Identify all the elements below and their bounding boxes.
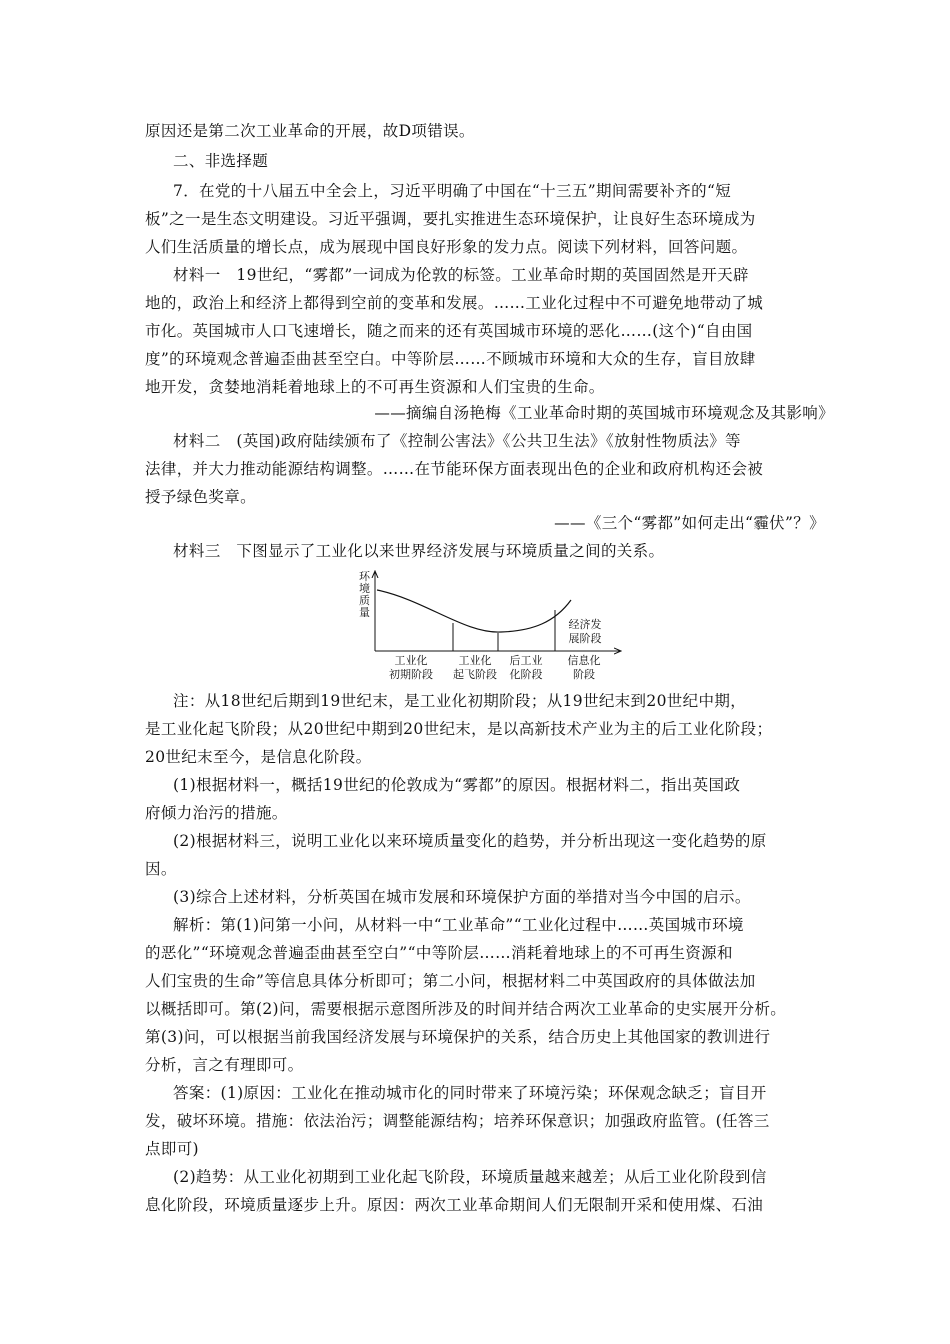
- environment-economy-diagram: [355, 568, 625, 688]
- stage-label: 初期阶段: [389, 668, 433, 681]
- text-line: 20世纪末至今，是信息化阶段。: [145, 748, 372, 766]
- answer-line: (2)趋势：从工业化初期到工业化起飞阶段，环境质量越来越差；从后工业化阶段到信: [173, 1168, 767, 1186]
- text-line: 地开发，贪婪地消耗着地球上的不可再生资源和人们宝贵的生命。: [145, 378, 605, 396]
- text-line: 的恶化”“环境观念普遍歪曲甚至空白”“中等阶层……消耗着地球上的不可再生资源和: [145, 944, 733, 962]
- analysis-line: 解析：第(1)问第一小问，从材料一中“工业革命”“工业化过程中……英国城市环境: [173, 916, 744, 934]
- y-axis-label-char: 境: [359, 582, 370, 595]
- stage-label: 化阶段: [509, 668, 543, 681]
- text-line: 第(3)问，可以根据当前我国经济发展与环境保护的关系，结合历史上其他国家的教训进行: [145, 1028, 771, 1046]
- text-line: 市化。英国城市人口飞速增长，随之而来的还有英国城市环境的恶化……(这个)“自由国: [145, 322, 753, 340]
- subquestion-line: (3)综合上述材料，分析英国在城市发展和环境保护方面的举措对当今中国的启示。: [173, 888, 751, 906]
- x-axis-label: 经济发: [568, 618, 602, 631]
- text-line: 发，破坏环境。措施：依法治污；调整能源结构；培养环保意识；加强政府监管。(任答三: [145, 1112, 770, 1130]
- y-axis-label-char: 环: [359, 570, 370, 583]
- y-axis-label-char: 质: [359, 594, 370, 607]
- source-citation: ——《三个“雾都”如何走出“霾伏”？》: [554, 514, 825, 532]
- answer-line: 答案：(1)原因：工业化在推动城市化的同时带来了环境污染；环保观念缺乏；盲目开: [173, 1084, 767, 1102]
- text-line: 授予绿色奖章。: [145, 488, 256, 506]
- text-line: 法律，并大力推动能源结构调整。……在节能环保方面表现出色的企业和政府机构还会被: [145, 460, 764, 478]
- y-axis-label-char: 量: [359, 606, 370, 619]
- text-line: 地的，政治上和经济上都得到空前的变革和发展。……工业化过程中不可避免地带动了城: [145, 294, 764, 312]
- material-line: 材料三 下图显示了工业化以来世界经济发展与环境质量之间的关系。: [173, 542, 665, 560]
- stage-label: 工业化: [458, 654, 492, 667]
- environment-quality-curve: [377, 590, 571, 632]
- section-heading: 二、非选择题: [173, 152, 269, 170]
- stage-label: 起飞阶段: [453, 668, 497, 681]
- stage-label: 信息化: [567, 654, 601, 667]
- text-line: 度”的环境观念普遍歪曲甚至空白。中等阶层……不顾城市环境和大众的生存，盲目放肆: [145, 350, 756, 368]
- subquestion-line: (1)根据材料一，概括19世纪的伦敦成为“雾都”的原因。根据材料二，指出英国政: [173, 776, 741, 794]
- x-axis-label: 展阶段: [568, 632, 602, 645]
- stage-label: 阶段: [573, 668, 595, 681]
- text-line: 点即可): [145, 1140, 199, 1158]
- stage-label: 后工业: [509, 654, 543, 667]
- text-line: 因。: [145, 860, 177, 878]
- text-line: 府倾力治污的措施。: [145, 804, 288, 822]
- text-line: 人们生活质量的增长点，成为展现中国良好形象的发力点。阅读下列材料，回答问题。: [145, 238, 748, 256]
- question-line: 7．在党的十八届五中全会上，习近平明确了中国在“十三五”期间需要补齐的“短: [173, 182, 732, 200]
- material-line: 材料一 19世纪，“雾都”一词成为伦敦的标签。工业革命时期的英国固然是开天辟: [173, 266, 749, 284]
- note-line: 注：从18世纪后期到19世纪末，是工业化初期阶段；从19世纪末到20世纪中期，: [173, 692, 747, 710]
- text-line: 息化阶段，环境质量逐步上升。原因：两次工业革命期间人们无限制开采和使用煤、石油: [145, 1196, 764, 1214]
- stage-label: 工业化: [394, 654, 428, 667]
- text-line: 人们宝贵的生命”等信息具体分析即可；第二小问，根据材料二中英国政府的具体做法加: [145, 972, 756, 990]
- text-line: 板”之一是生态文明建设。习近平强调，要扎实推进生态环境保护，让良好生态环境成为: [145, 210, 756, 228]
- source-citation: ——摘编自汤艳梅《工业革命时期的英国城市环境观念及其影响》: [374, 404, 834, 422]
- text-line: 原因还是第二次工业革命的开展，故D项错误。: [145, 122, 475, 140]
- text-line: 以概括即可。第(2)问，需要根据示意图所涉及的时间并结合两次工业革命的史实展开分析。: [145, 1000, 787, 1018]
- text-line: 分析，言之有理即可。: [145, 1056, 304, 1074]
- subquestion-line: (2)根据材料三，说明工业化以来环境质量变化的趋势，并分析出现这一变化趋势的原: [173, 832, 767, 850]
- text-line: 是工业化起飞阶段；从20世纪中期到20世纪末，是以高新技术产业为主的后工业化阶段；: [145, 720, 773, 738]
- material-line: 材料二 (英国)政府陆续颁布了《控制公害法》《公共卫生法》《放射性物质法》等: [173, 432, 741, 450]
